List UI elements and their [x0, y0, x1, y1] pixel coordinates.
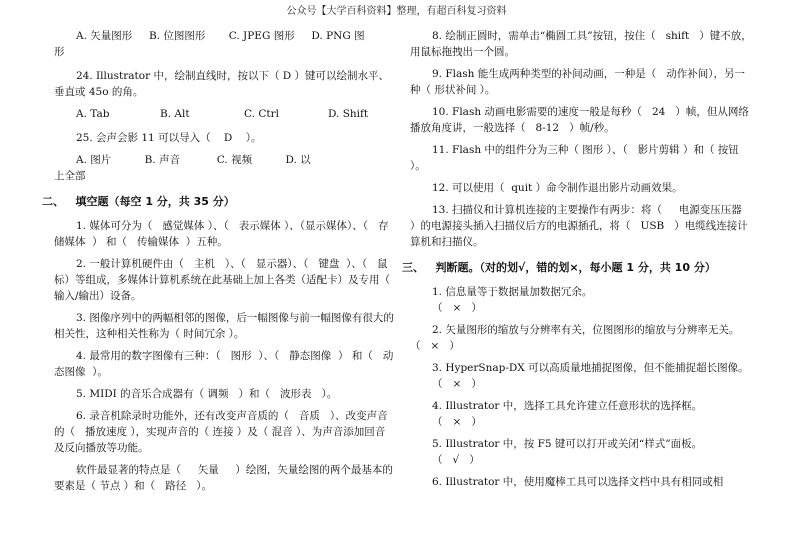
fill-2: 2. 一般计算机硬件由（ 主机 ）、（ 显示器）、（ 键盘 ）、（ 鼠标）等组成，多媒体计算机系统在此基础上加上各类（适配卡）及专用（ 输入/输出）设备。 [54, 258, 401, 302]
judge-4-answer: （ × ） [432, 416, 482, 428]
section-2-title: 二、 填空题（每空 1 分，共 35 分） [42, 195, 235, 208]
fill-6: 6. 录音机除录时功能外，还有改变声音质的（ 音质 ）、改变声音的（ 播放速度 ），实现声音的（ 连接 ）及（ 混音 ）、为声音添加回音及反向播放等功能。 [54, 410, 388, 454]
q24-option-c: C. Ctrl [244, 108, 279, 120]
judge-1-answer: （ × ） [432, 302, 482, 314]
fill-12: 12. 可以使用（ quit ）命令制作退出影片动画效果。 [432, 182, 683, 194]
judge-4: 4. Illustrator 中，选择工具允许建立任意形状的选择框。 [432, 400, 703, 412]
judge-5-answer: （ √ ） [432, 454, 480, 466]
fill-10: 10. Flash 动画电影需要的速度一般是每秒（ 24 ）帧，但从网络播放角度讲，一般选择（ 8-12 ）帧/秒。 [410, 106, 749, 134]
fill-5: 5. MIDI 的音乐合成器有（ 调频 ）和（ 波形表 ）。 [76, 388, 338, 400]
q23-options-wrap: 形 [54, 46, 65, 58]
section-3-title: 三、 判断题。（对的划√，错的划×，每小题 1 分，共 10 分） [402, 261, 716, 274]
fill-4: 4. 最常用的数字图像有三种：（ 图形 ）、（ 静态图像 ） 和（ 动态图像 ）。 [54, 350, 394, 378]
fill-8: 8. 绘制正圆时，需单击“椭圆工具”按钮，按住（ shift ）键不放，用鼠标拖拽出一个圆。 [410, 30, 752, 58]
judge-3-answer: （ × ） [432, 378, 482, 390]
fill-9: 9. Flash 能生成两种类型的补间动画，一种是（ 动作补间），另一种（ 形状补间 ）。 [410, 68, 746, 96]
q25-options-wrap: 上全部 [54, 170, 86, 182]
judge-3: 3. HyperSnap-DX 可以高质量地捕捉图像，但不能捕捉超长图像。 [432, 362, 749, 374]
q24-options [76, 106, 394, 122]
fill-13: 13. 扫描仪和计算机连接的主要操作有两步：将（ 电源变压压器 ）的电源接头插入扫描仪后方的电源插孔，将（ USB ）电缆线连接计算机和扫描仪。 [410, 204, 759, 248]
q23-options-text: A. 矢量图形 B. 位图图形 C. JPEG 图形 D. PNG 图 [76, 30, 365, 42]
q24-option-a: A. Tab [76, 108, 110, 120]
left-column [42, 28, 401, 500]
fill-3: 3. 图像序列中的两幅相邻的图像，后一幅图像与前一幅图像有很大的相关性，这种相关性称为（ 时间冗余 ）。 [54, 312, 394, 340]
q25-options-text: A. 图片 B. 声音 C. 视频 D. 以 [76, 154, 311, 166]
judge-5: 5. Illustrator 中，按 F5 键可以打开或关闭“样式”面板。 [432, 438, 703, 450]
question-24: 24. Illustrator 中，绘制直线时，按以下（ D ）键可以绘制水平、垂直或 45o 的角。 [54, 70, 390, 98]
q24-option-b: B. Alt [160, 108, 190, 120]
q24-option-d: D. Shift [328, 108, 369, 120]
judge-2: 2. 矢量图形的缩放与分辨率有关，位图图形的缩放与分辨率无关。 （ × ） [410, 324, 763, 352]
judge-6: 6. Illustrator 中，使用魔棒工具可以选择文档中具有相同或相 [432, 476, 724, 488]
q25-options [76, 152, 394, 168]
right-column [402, 28, 763, 496]
q23-options [76, 28, 394, 44]
fill-11: 11. Flash 中的组件分为三种（ 图形 ）、（ 影片剪辑 ）和（ 按钮 ）。 [410, 144, 743, 172]
page-header: 公众号【大学百科资料】整理，有超百科复习资料 [286, 6, 507, 17]
question-25: 25. 会声会影 11 可以导入（ D ）。 [76, 132, 262, 144]
fill-7: 软件最显著的特点是（ 矢量 ）绘图，矢量绘图的两个最基本的要素是（ 节点 ）和（ 路径 ）。 [54, 464, 393, 492]
judge-1: 1. 信息量等于数据量加数据冗余。 [432, 286, 593, 298]
fill-1: 1. 媒体可分为（ 感觉媒体 ）、（ 表示媒体 ）、（显示媒体）、（ 存储媒体 ） 和（ 传输媒体 ）五种。 [54, 220, 389, 248]
